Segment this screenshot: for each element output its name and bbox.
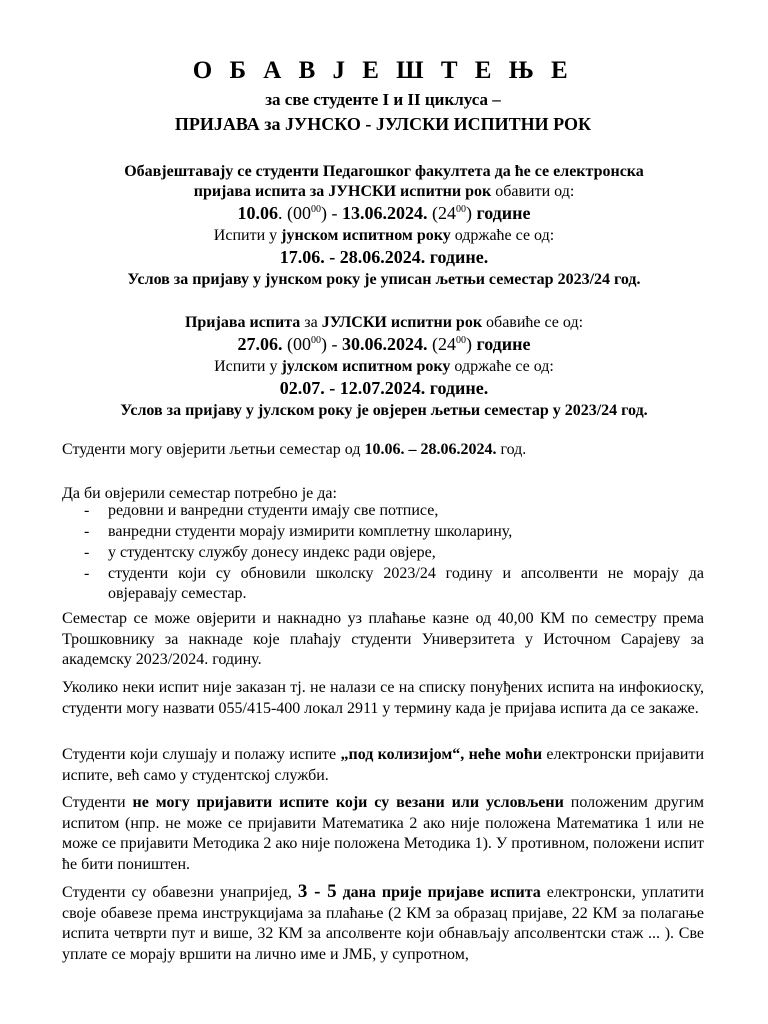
june-condition: Услов за пријаву у јунском року је уписан љетњи семестар 2023/24 год. bbox=[127, 271, 641, 288]
certify-intro: Да би овјерили семестар потребно је да: bbox=[62, 485, 337, 502]
june-intro-line1: Обавјештавају се студенти Педагошког факултета да ће се електронска bbox=[124, 163, 644, 180]
june-exam-line: Испити у јунском испитном року одржаће се од: bbox=[213, 227, 555, 244]
document-page: О Б А В Ј Е Ш Т Е Њ Е за све студенте I и II циклуса – ПРИЈАВА за ЈУНСКО - ЈУЛСКИ ИСПИТНИ РОК Обавјештавају се студенти Педагошког факултета да ће се електронска пријава испита за ЈУНСКИ испитни рок обавити од: 10.06. $(00^{00}) - 13.06.2024$. $(24^{00})$ године Испити у јунском испитном року одржаће се од: 17.06. - 28.06.2024. године. Услов за пријаву у јунском року је уписан љетњи семестар 2023/24 год. Пријава испита за ЈУЛСКИ испитни рок обавиће се од: 27.06. $(00^{00}) - 30.06.2024$. $(24^{00})$ године Испити у јулском испитном року одржаће се од: 02.07. - 12.07.2024. године. Услов за пријаву у јулском року је овјерен љетњи семестар у 2023/24 год. Студенти могу овјерити љетњи семестар од 10.06. – 28.06.2024. год. Да би овјерили семестар потребно је да: - редовни и ванредни студенти имају све потписе, - ванредни студенти морају измирити комплетну школарину, - у студентску службу донесу индекс ради овјере, - студенти који су обновили школску 2023/24 годину и апсолвенти не морају да овјеравају семестар. Семестар се може овјерити и накнадно уз плаћање казне од 40,00 КМ по семестру према Трошковнику за накнаде које плаћају студенти Универзитета у Источном Сарајеву за академску 2023/2024. годину. Уколико неки испит није заказан тј. не налази се на списку понуђених испита на инфокиоску, студенти могу назвати 055/415-400 локал 2911 у термину када је пријава испита да се закаже. Студенти који слушају и полажу испите „под колизијом“, неће моћи електронски пријавити испите, већ само у студентској служби. Студенти не могу пријавити испите који су везани или условљени положеним другим испитом (нпр. не може се пријавити Математика 2 ако није положена Математика 1 или не може се пријавити Методика 2 ако није положена Методика 1). У противном, положени испит ће бити поништен. Студенти су обавезни унапријед, 3 - 5 дана прије пријаве испита електронски, уплатити своје обавезе према инструкцијама за плаћање (2 КМ за образац пријаве, 22 КМ за полагање испита четврти пут и више, 32 КМ за апсолвенте који обнављају апсолвентски стаж ... ). Све уплате се морају вршити на лично име и ЈМБ, у супротном, bbox=[0, 0, 768, 1024]
notice-subtitle-students: за све студенте I и II циклуса – bbox=[265, 90, 501, 109]
semester-certification-period: Студенти могу овјерити љетњи семестар од 10.06. – 28.06.2024. год. bbox=[62, 441, 527, 458]
missing-exam-paragraph: Уколико неки испит није заказан тј. не налази се на списку понуђених испита на инфокиоску, студенти могу назвати 055/415-400 локал 2911 у термину када је пријава испита да се закаже. bbox=[62, 679, 704, 717]
july-exam-line: Испити у јулском испитном року одржаће се од: bbox=[214, 358, 554, 375]
july-registration-dates: 27.06. $(00^{00}) - 30.06.2024$. $(24^{00})$ године bbox=[237, 334, 531, 354]
july-condition: Услов за пријаву у јулском року је овјерен љетњи семестар у 2023/24 год. bbox=[120, 402, 648, 419]
july-intro-line: Пријава испита за ЈУЛСКИ испитни рок обавиће се од: bbox=[184, 314, 584, 331]
june-intro-line2: пријава испита за ЈУНСКИ испитни рок обавити од: bbox=[193, 183, 575, 200]
payment-paragraph: Студенти су обавезни унапријед, 3 - 5 дана прије пријаве испита електронски, уплатити своје обавезе према инструкцијама за плаћање (2 КМ за образац пријаве, 22 КМ за полагање испита четврти пут и више, 32 КМ за апсолвенте који обнављају апсолвентски стаж ... ). Све уплате се морају вршити на лично име и ЈМБ, у супротном, bbox=[62, 881, 705, 963]
june-registration-dates: 10.06. $(00^{00}) - 13.06.2024$. $(24^{00})$ године bbox=[237, 203, 531, 223]
notice-title: О Б А В Ј Е Ш Т Е Њ Е bbox=[192, 57, 574, 84]
june-exam-dates: 17.06. - 28.06.2024. године. bbox=[279, 247, 489, 267]
june-registration-label: пријава испита за ЈУНСКИ испитни рок bbox=[193, 183, 492, 200]
linked-exams-paragraph: Студенти не могу пријавити испите који су везани или условљени положеним другим испитом (нпр. не може се пријавити Математика 2 ако није положена Математика 1 или не може се пријавити Методика 2 ако није положена Методика 1). У противном, положени испит ће бити поништен. bbox=[62, 794, 705, 873]
collision-paragraph: Студенти који слушају и полажу испите „под колизијом“, неће моћи електронски пријавити испите, већ само у студентској служби. bbox=[62, 746, 705, 784]
notice-subtitle-registration: ПРИЈАВА за ЈУНСКО - ЈУЛСКИ ИСПИТНИ РОК bbox=[174, 114, 592, 134]
late-certification-fee-paragraph: Семестар се може овјерити и накнадно уз плаћање казне од 40,00 КМ по семестру према Трошковнику за накнаде које плаћају студенти Универзитета у Источном Сарајеву за академску 2023/2024. годину. bbox=[62, 610, 704, 668]
july-exam-dates: 02.07. - 12.07.2024. године. bbox=[279, 378, 489, 398]
